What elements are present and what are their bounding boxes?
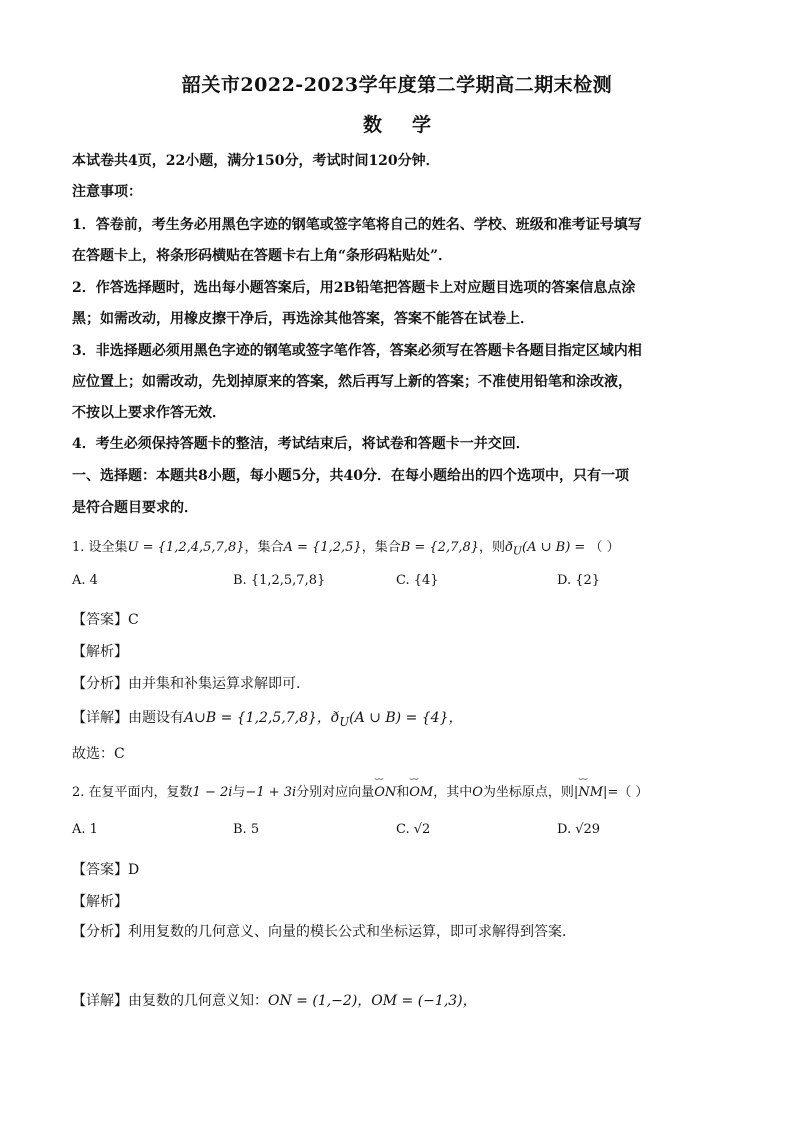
q2-option-b: B. 5 (233, 822, 260, 837)
exam-summary: 本试卷共4页，22小题，满分150分，考试时间120分钟． (72, 153, 440, 169)
notice-line-6: 应位置上；如需改动，先划掉原来的答案，然后再写上新的答案；不准使用铅笔和涂改液， (72, 374, 632, 390)
answer-tag: 【答案】 (72, 862, 128, 878)
question-1-stem (72, 536, 620, 558)
section-heading-line-2: 是符合题目要求的． (72, 500, 198, 516)
q2-origin: O (472, 785, 483, 800)
xiangjie-math: (A ∪ B) = {4}， (349, 710, 463, 726)
question-2-stem: 2. 在复平面内，复数1 − 2i与−1 + 3i分别对应向量⌣⌣ ON和⌣⌣ OM，其中O为坐标原点，则|⌣⌣ NM|=（ ） (72, 781, 648, 800)
notice-line-7: 不按以上要求作答无效． (72, 405, 226, 421)
q1-option-b: B. {1,2,5,7,8} (233, 573, 326, 588)
page-title: 韶关市2022-2023学年度第二学期高二期末检测 (181, 74, 613, 96)
q2-vector-om: ⌣⌣ OM (409, 785, 433, 800)
fenxi-text: 由并集和补集运算求解即可. (128, 676, 301, 692)
notice-line-1: 1．答卷前，考生务必用黑色字迹的钢笔或签字笔将自己的姓名、学校、班级和准考证号填写 (72, 217, 642, 233)
q1-stem-part: 1. 设全集 (72, 540, 128, 555)
q1-answer (72, 609, 139, 629)
q1-analysis-tag: 【解析】 (72, 644, 128, 660)
q1-complement-symbol: ð (505, 540, 513, 555)
xiangjie-tag: 【详解】 (72, 710, 128, 726)
answer-value: C (128, 612, 139, 628)
q2-option-c: C. √2 (396, 822, 431, 837)
q1-option-c: C. {4} (396, 573, 439, 588)
q2-complex-1: 1 − 2i (192, 785, 233, 800)
q1-expression: (A ∪ B) = (522, 540, 586, 555)
subject-heading: 数学 (362, 114, 461, 136)
xiangjie-text: 由题设有 (128, 710, 184, 726)
q2-answer (72, 859, 139, 879)
q2-stem-part: 和 (396, 785, 410, 800)
xiangjie-math: A∪B = {1,2,5,7,8}，ð (184, 710, 340, 726)
q1-xiangjie (72, 707, 462, 729)
fenxi-text: 利用复数的几何意义、向量的模长公式和坐标运算，即可求解得到答案． (128, 924, 576, 940)
q2-vector-nm: ⌣⌣ NM (578, 785, 603, 800)
notice-line-5: 3．非选择题必须用黑色字迹的钢笔或签字笔作答，答案必须写在答题卡各题目指定区域内相 (72, 343, 642, 359)
notice-line-4: 黑；如需改动，用橡皮擦干净后，再选涂其他答案，答案不能答在试卷上． (72, 311, 534, 327)
fenxi-tag: 【分析】 (72, 676, 128, 692)
section-heading-line-1: 一、选择题：本题共8小题，每小题5分，共40分．在每小题给出的四个选项中，只有一项 (72, 468, 629, 484)
fenxi-tag: 【分析】 (72, 924, 128, 940)
q2-option-d: D. √29 (557, 822, 601, 837)
q2-stem-part: 为坐标原点，则 (482, 785, 574, 800)
q2-stem-part: ，其中 (433, 785, 473, 800)
xiangjie-text: 由复数的几何意义知： (128, 993, 268, 1009)
notice-line-3: 2．作答选择题时，选出每小题答案后，用2B铅笔把答题卡上对应题目选项的答案信息点涂 (72, 280, 636, 296)
q1-fenxi (72, 673, 300, 693)
notice-line-2: 在答题卡上，将条形码横贴在答题卡右上角“条形码粘贴处”． (72, 248, 453, 264)
answer-value: D (128, 862, 140, 878)
notice-heading: 注意事项： (72, 184, 142, 200)
q2-fenxi (72, 921, 576, 941)
q1-stem-part: ，集合 (361, 540, 401, 555)
q1-set-b: B = {2,7,8} (400, 540, 480, 555)
q2-complex-2: −1 + 3i (245, 785, 297, 800)
q1-option-d: D. {2} (557, 573, 601, 588)
q2-stem-part: 2. 在复平面内，复数 (72, 785, 193, 800)
q1-complement-sub: U (512, 544, 523, 558)
notice-line-8: 4．考生必须保持答题卡的整洁，考试结束后，将试卷和答题卡一并交回． (72, 436, 530, 452)
q1-set-a: A = {1,2,5} (283, 540, 362, 555)
xiangjie-tag: 【详解】 (72, 993, 128, 1009)
xiangjie-math: ON = (1,−2)，OM = (−1,3)， (268, 993, 477, 1009)
q1-choice: 故选：C (72, 746, 125, 762)
q2-xiangjie (72, 990, 477, 1010)
q1-set-u: U = {1,2,4,5,7,8} (127, 540, 245, 555)
q1-answer-paren: （ ） (589, 540, 620, 555)
q2-stem-part: 与 (232, 785, 246, 800)
q1-stem-part: ，集合 (244, 540, 284, 555)
q1-option-a: A. 4 (72, 573, 98, 588)
q2-analysis-tag: 【解析】 (72, 894, 128, 910)
q1-stem-part: ，则 (479, 540, 506, 555)
q2-answer-paren: =（ ） (607, 785, 649, 800)
xiangjie-sub: U (339, 714, 350, 729)
q2-stem-part: 分别对应向量 (296, 785, 375, 800)
answer-tag: 【答案】 (72, 612, 128, 628)
q2-option-a: A. 1 (72, 822, 98, 837)
q2-vector-on: ⌣⌣ ON (374, 785, 396, 800)
